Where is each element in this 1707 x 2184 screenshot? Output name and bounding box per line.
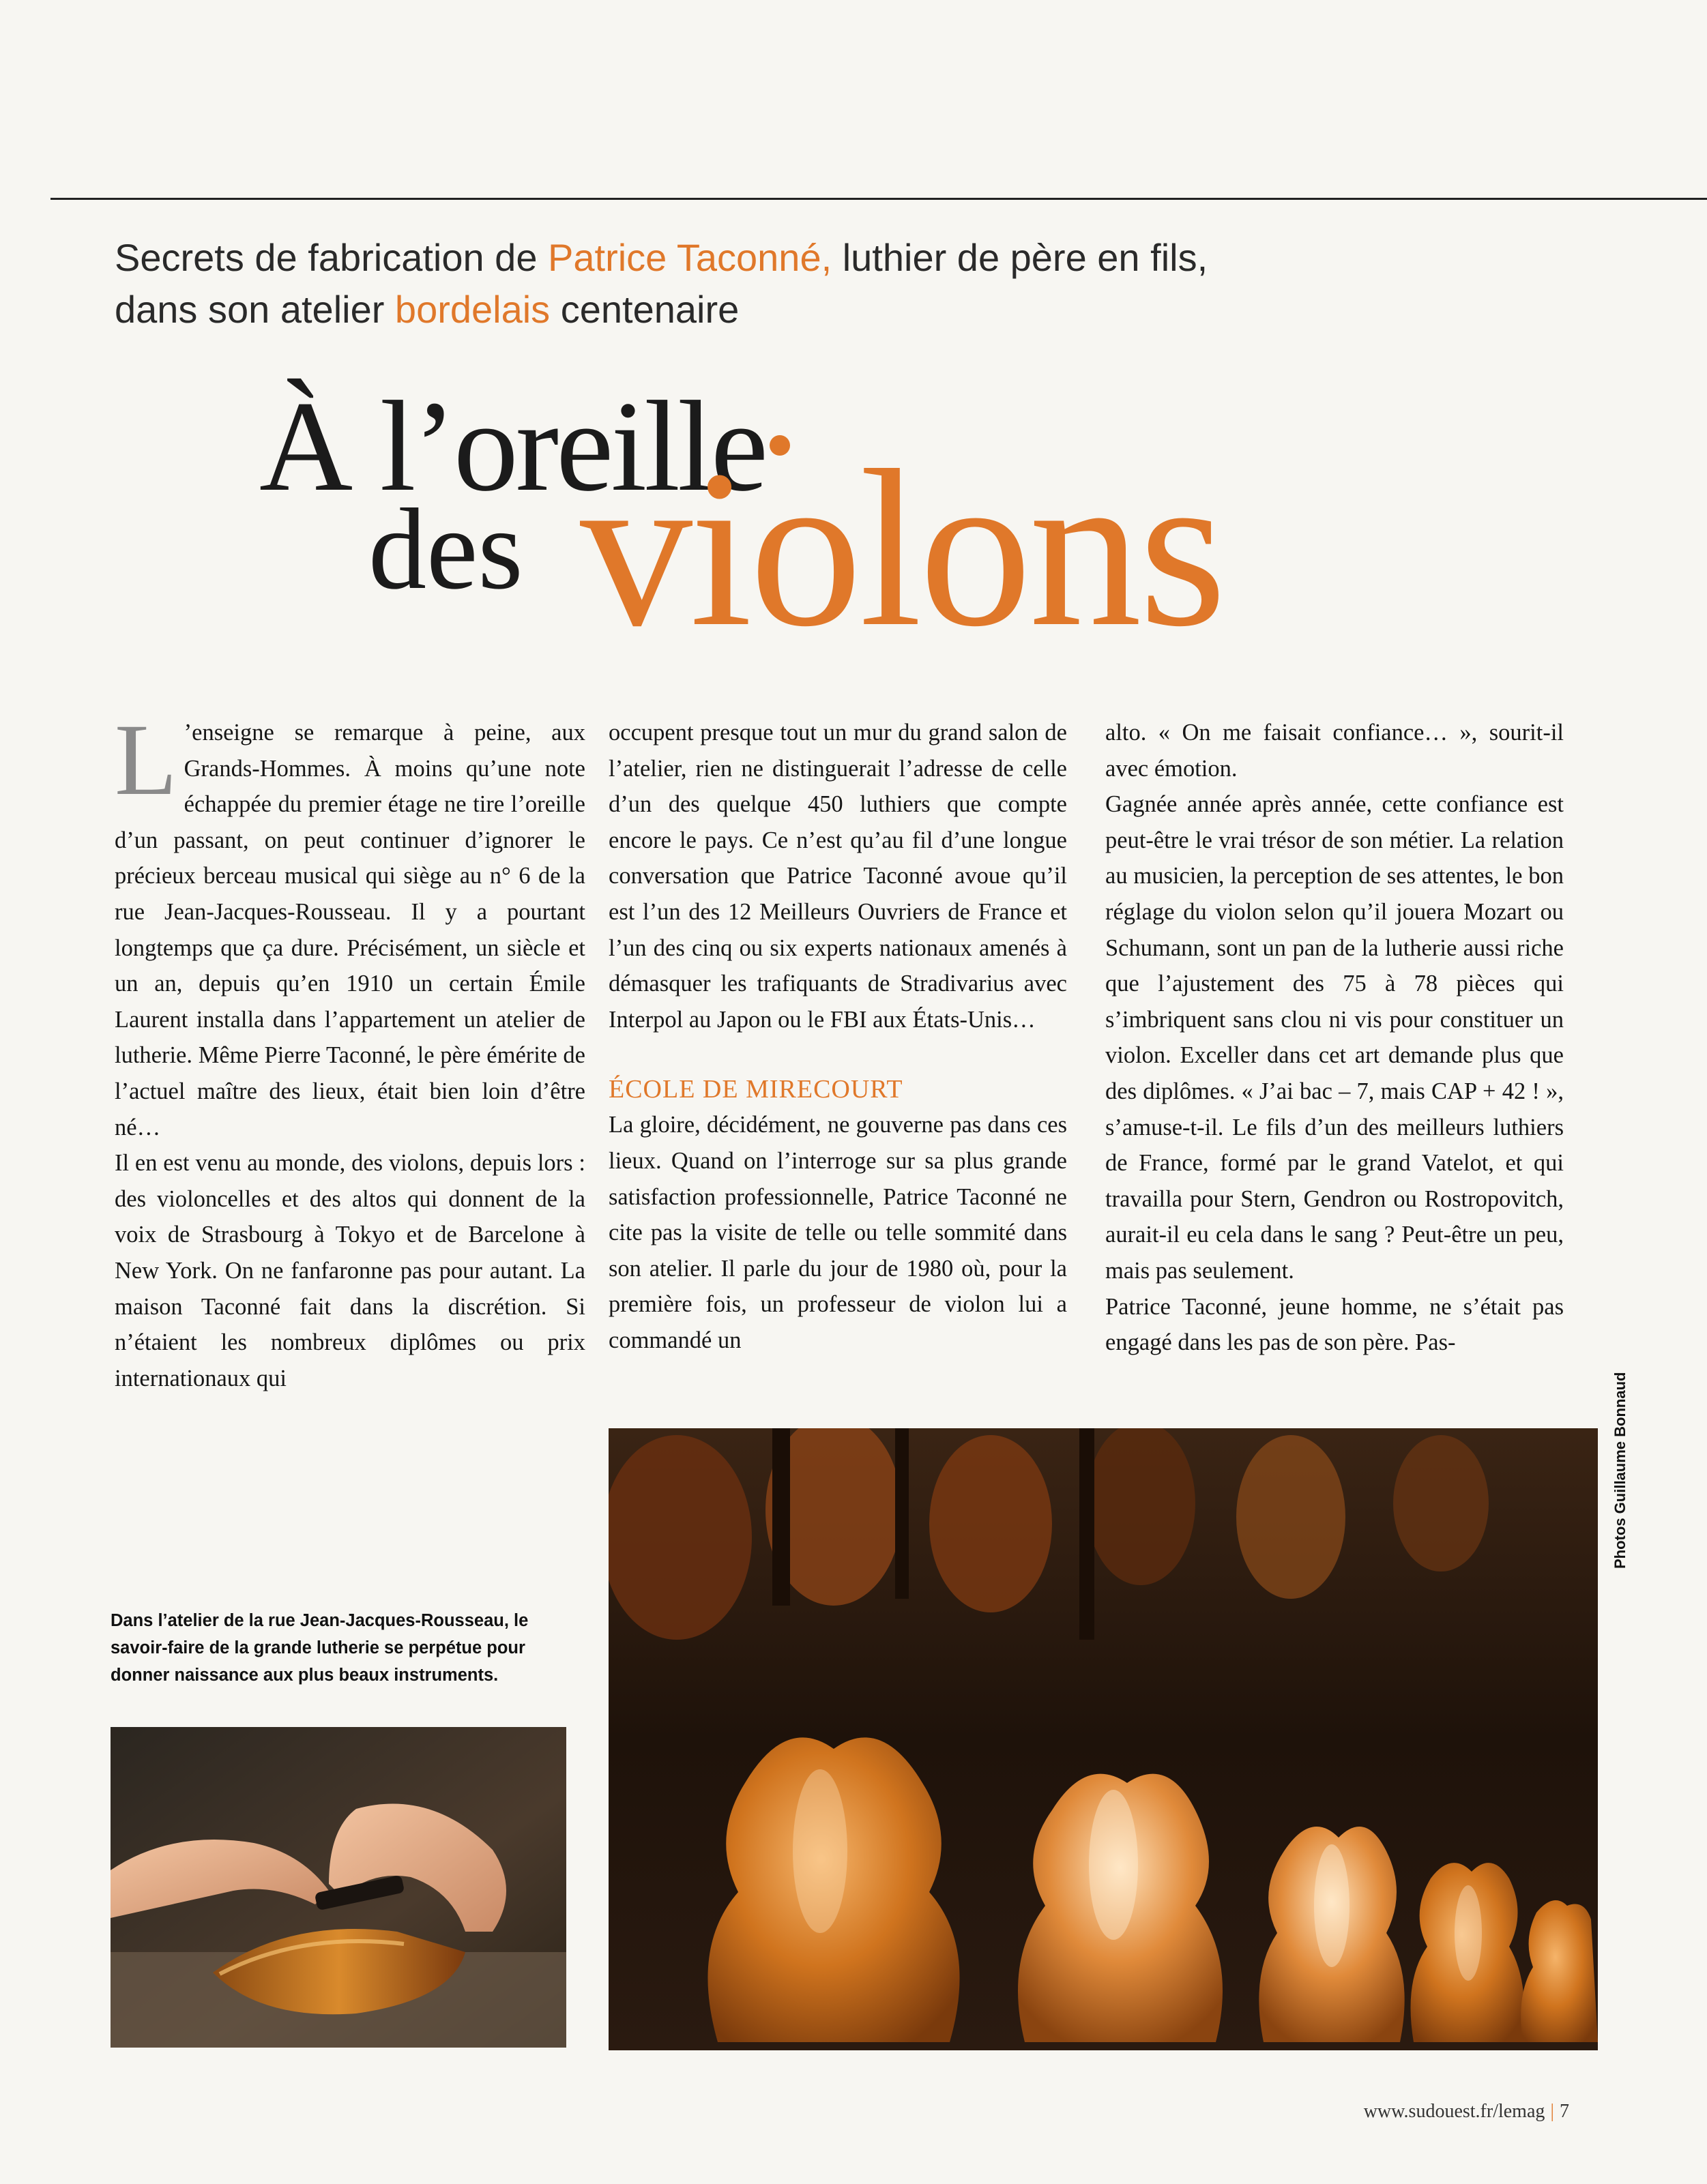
photo-caption: Dans l’atelier de la rue Jean-Jacques-Rousseau, le savoir-faire de la grande lutherie se perpétue pour donner naissance aux plus beaux instruments. — [111, 1611, 529, 1685]
hands-illustration — [111, 1727, 566, 2048]
section-heading: ÉCOLE DE MIRECOURT — [609, 1075, 903, 1104]
page-number: 7 — [1560, 2101, 1569, 2122]
footer-separator: | — [1550, 2101, 1554, 2122]
subtitle-part2: luthier de père en fils, dans son atelier — [115, 236, 1208, 331]
page-footer — [1296, 2101, 1569, 2123]
paragraph: alto. « On me faisait confiance… », sourit-il avec émotion. — [1105, 720, 1564, 782]
article-column-2 — [609, 715, 1067, 1359]
photo-luthier-hands — [111, 1727, 566, 2048]
paragraph: Il en est venu au monde, des violons, depuis lors : des violoncelles et des altos qui donnent de la voix de Strasbourg à Tokyo et de Barcelone à New York. On ne fanfaronne pas pour autant. La maison Taconné fait dans la discrétion. Si n’étaient les nombreux diplômes ou prix internationaux qui — [115, 1150, 585, 1391]
article-column-3 — [1105, 715, 1564, 1361]
subtitle — [115, 232, 1274, 336]
paragraph — [115, 703, 585, 1145]
article-column-1 — [115, 703, 585, 1396]
footer-url[interactable]: www.sudouest.fr/lemag — [1363, 2101, 1545, 2122]
top-rule — [50, 198, 1707, 200]
title-line2-big: violons — [580, 424, 1224, 673]
photo-violins-row — [609, 1428, 1598, 2050]
subtitle-part1: Secrets de fabrication de — [115, 236, 549, 279]
subtitle-name: Patrice Taconné, — [548, 236, 832, 279]
paragraph: La gloire, décidément, ne gouverne pas dans ces lieux. Quand on l’interroge sur sa plus grande satisfaction professionnelle, Patrice Taconné ne cite pas la visite de telle ou telle sommité dans son atelier. Il parle du jour de 1980 où, pour la première fois, un professeur de violon lui a commandé un — [609, 1112, 1067, 1353]
drop-cap: L — [115, 703, 177, 816]
violins-illustration — [609, 1428, 1598, 2050]
title-text-1: À l’oreille — [259, 375, 766, 518]
subtitle-city: bordelais — [394, 288, 551, 331]
paragraph: occupent presque tout un mur du grand salon de l’atelier, rien ne distinguerait l’adresse de celle d’un des quelque 450 luthiers que compte encore le pays. Ce n’est qu’au fil d’une longue conversation que Patrice Taconné avoue qu’il est l’un des 12 Meilleurs Ouvriers de France et l’un des cinq ou six experts nationaux amenés à démasquer les trafiquants de Stradivarius avec Interpol au Japon ou le FBI aux États-Unis… — [609, 720, 1067, 1033]
photo-credit: Photos Guillaume Bonnaud — [1611, 1372, 1629, 1569]
subtitle-part3: centenaire — [550, 288, 740, 331]
paragraph: Gagnée année après année, cette confiance est peut-être le vrai trésor de son métier. La relation au musicien, la perception de ses attentes, le bon réglage du violon selon qu’il jouera Mozart ou Schumann, sont un pan de la lutherie aussi riche que l’ajustement des 75 à 78 pièces qui s’imbriquent sans clou ni vis pour constituer un violon. Exceller dans cet art demande plus que des diplômes. « J’ai bac – 7, mais CAP + 42 ! », s’amuse-t-il. Le fils d’un des meilleurs luthiers de France, formé par le grand Vatelot, et qui travailla pour Stern, Gendron ou Rostropovitch, aurait-il eu cela dans le sang ? Peut-être un peu, mais pas seulement. — [1105, 791, 1564, 1284]
paragraph: Patrice Taconné, jeune homme, ne s’était pas engagé dans les pas de son père. Pas- — [1105, 1293, 1564, 1356]
paragraph-text: ’enseigne se remarque à peine, aux Grands-Hommes. À moins qu’une note échappée du premier étage ne tire l’oreille d’un passant, on peut continuer d’ignorer le précieux berceau musical qui siège au n° 6 de la rue Jean-Jacques-Rousseau. Il y a pourtant longtemps que ça dure. Précisément, un siècle et un an, depuis qu’en 1910 un certain Émile Laurent installa dans l’appartement un atelier de lutherie. Même Pierre Taconné, le père émérite de l’actuel maître des lieux, était bien loin d’être né… — [115, 720, 585, 1140]
title-line2-small: des — [368, 485, 523, 613]
